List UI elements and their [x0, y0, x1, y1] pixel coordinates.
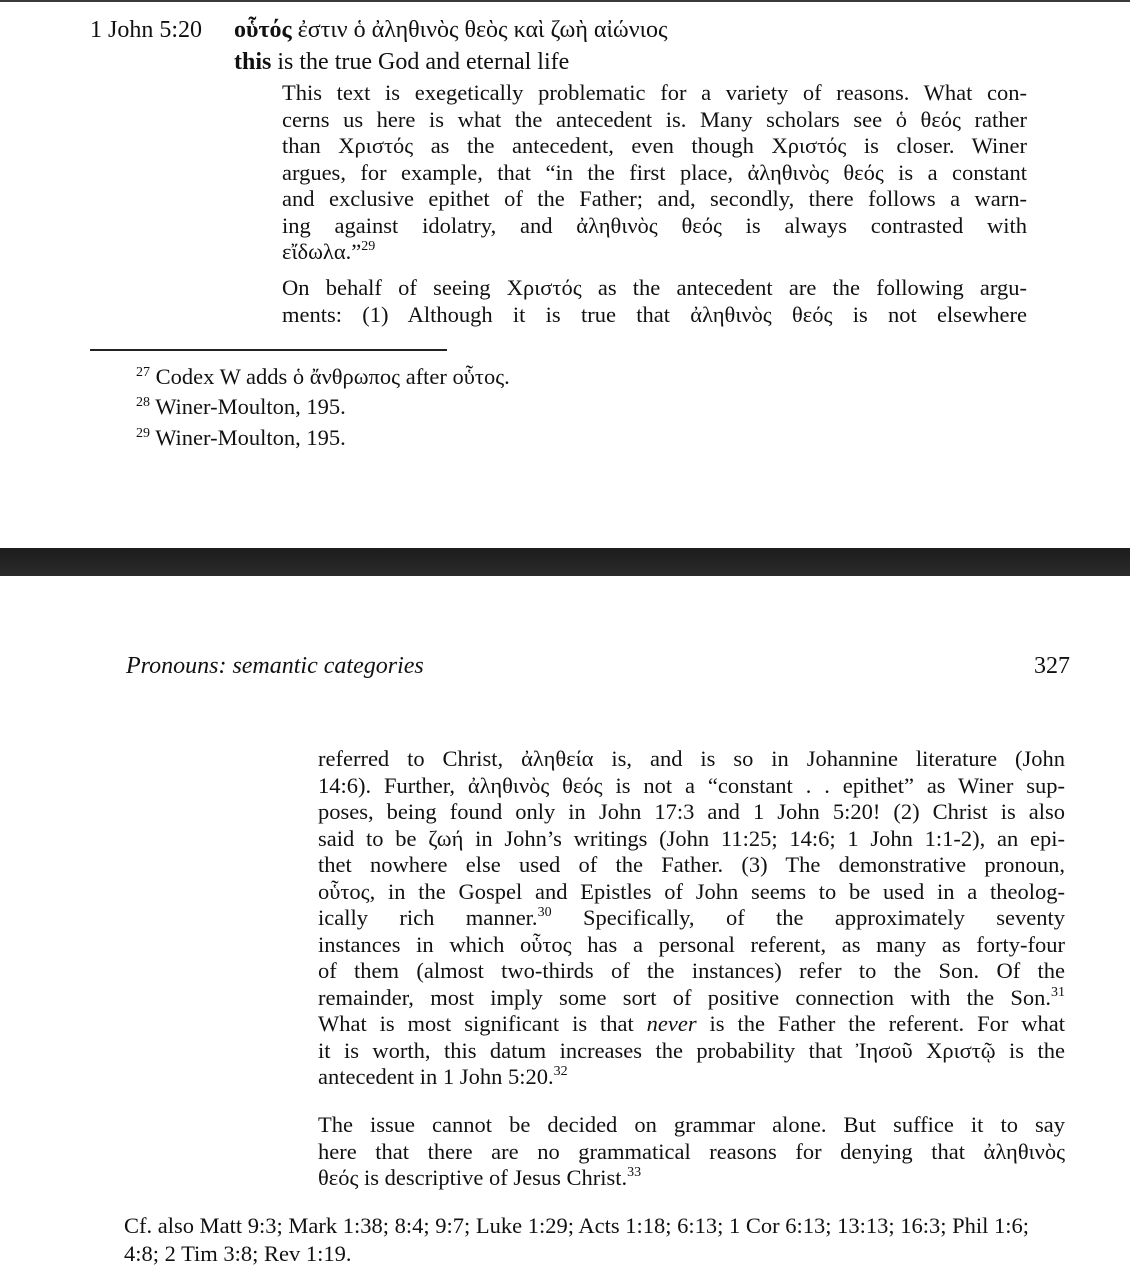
text-line [318, 932, 1065, 959]
text-line: This text is exegetically problematic for a variety of reasons. What con- [282, 80, 1027, 105]
text-line [318, 905, 1065, 932]
text-line [318, 1064, 1065, 1091]
text-line-content: here that there are no grammatical reasons for denying that ἀληθινὸς [318, 1138, 1065, 1164]
footnote-number: 29 [136, 426, 150, 441]
paragraph-conclusion [318, 1112, 1065, 1192]
verse-greek-rest: ἐστιν ὁ ἀληθινὸς θεὸς καὶ ζωὴ αἰώνιος [291, 17, 668, 43]
text-line [318, 852, 1065, 879]
text-line-content: thet nowhere else used of the Father. (3) The demonstrative pronoun, [318, 852, 1065, 877]
text-line: ments: (1) Although it is true that ἀληθινὸς θεός is not elsewhere [282, 301, 1027, 327]
text-line [318, 826, 1065, 853]
text-line [318, 985, 1065, 1012]
text-line [318, 1011, 1065, 1038]
text-line-content: poses, being found only in John 17:3 and 1 John 5:20! (2) Christ is also [318, 799, 1065, 824]
verse-reference: 1 John 5:20 [90, 17, 203, 43]
text-line [318, 746, 1065, 773]
text-line: ing against idolatry, and ἀληθινὸς θεός is always contrasted with [282, 212, 1027, 238]
verse-greek-emphasis: οὗτός [234, 17, 292, 43]
page-separator [0, 548, 1130, 576]
footnote-text: Winer-Moulton, 195. [150, 394, 346, 419]
paragraph-arguments-continued [318, 746, 1065, 1091]
page-top-edge [0, 0, 1130, 2]
text-line-content: θεός is descriptive of Jesus Christ. [318, 1165, 628, 1190]
verse-greek-text [234, 14, 668, 46]
footnote-divider [90, 349, 447, 351]
footnote-ref[interactable]: 30 [537, 905, 552, 920]
paragraph-exegetical-problem [282, 80, 1027, 266]
footnote-27 [136, 362, 510, 392]
text-line: argues, for example, that “in the first place, ἀληθινὸς θεός is a constant [282, 159, 1027, 185]
text-line-content: ically rich manner. [318, 905, 538, 930]
text-line-last [282, 239, 1027, 266]
text-line-content: οὗτος, in the Gospel and Epistles of John seems to be used in a theolog- [318, 878, 1065, 904]
paragraph-arguments-intro [282, 275, 1027, 328]
text-line [318, 1038, 1065, 1065]
footnote-ref[interactable]: 29 [361, 239, 376, 254]
verse-english-rest: is the true God and eternal life [271, 49, 570, 75]
text-line [318, 799, 1065, 826]
footnote-ref[interactable]: 31 [1051, 984, 1065, 1000]
text-line-content: antecedent in 1 John 5:20. [318, 1064, 554, 1089]
text-line [318, 1112, 1065, 1139]
text-line [318, 1139, 1065, 1166]
verse-english-emphasis: this [234, 49, 272, 75]
footnote-ref[interactable]: 33 [627, 1165, 642, 1180]
footnote-28 [136, 392, 346, 422]
text-line-content: referred to Christ, ἀληθεία is, and is so in Johannine literature (John [318, 746, 1065, 771]
footnote-29 [136, 423, 346, 453]
emphasized-word: never [646, 1011, 697, 1036]
footnote-number: 27 [136, 365, 150, 380]
text-line: cerns us here is what the antecedent is. Many scholars see ὁ θεός rather [282, 106, 1027, 132]
text-line-content: said to be ζωή in John’s writings (John 11:25; 14:6; 1 John 1:1-2), an epi- [318, 825, 1065, 851]
verse-english-translation [234, 46, 569, 78]
text-line: On behalf of seeing Χριστός as the antecedent are the following argu- [282, 275, 1027, 300]
text-line-content: 14:6). Further, ἀληθινὸς θεός is not a “constant . . epithet” as Winer sup- [318, 772, 1065, 798]
cross-references: Cf. also Matt 9:3; Mark 1:38; 8:4; 9:7; Luke 1:29; Acts 1:18; 6:13; 1 Cor 6:13; 13:13; 16:3; Phil 1:6; 4:8; 2 Tim 3:8; Rev 1:19. [124, 1213, 1029, 1266]
text-line [318, 1165, 1065, 1192]
text-line-content: is the Father the referent. For what [696, 1011, 1065, 1036]
text-line-content: remainder, most imply some sort of positive connection with the Son. [318, 984, 1051, 1010]
text-line [318, 958, 1065, 985]
footnote-number: 28 [136, 395, 150, 410]
footnote-text: Codex W adds ὁ ἄνθρωπος after οὗτος. [150, 364, 510, 389]
text-line: than Χριστός as the antecedent, even though Χριστός is closer. Winer [282, 133, 1027, 158]
text-line: and exclusive epithet of the Father; and, secondly, there follows a warn- [282, 186, 1027, 211]
text-line-content: instances in which οὗτος has a personal referent, as many as forty-four [318, 931, 1065, 957]
footnote-ref[interactable]: 32 [553, 1064, 568, 1079]
text-line-content: of them (almost two-thirds of the instances) refer to the Son. Of the [318, 958, 1065, 983]
page-number: 327 [1034, 653, 1070, 679]
text-line-content: it is worth, this datum increases the probability that Ἰησοῦ Χριστῷ is the [318, 1037, 1065, 1063]
running-head: Pronouns: semantic categories [126, 653, 424, 679]
text-line-content: Specifically, of the approximately seventy [551, 905, 1065, 930]
text-line-content: The issue cannot be decided on grammar alone. But suffice it to say [318, 1112, 1065, 1137]
text-line-content: εἴδωλα.” [282, 239, 362, 264]
footnote-text: Winer-Moulton, 195. [150, 425, 346, 450]
text-line [318, 773, 1065, 800]
text-line-content: What is most significant is that [318, 1011, 647, 1036]
text-line [318, 879, 1065, 906]
